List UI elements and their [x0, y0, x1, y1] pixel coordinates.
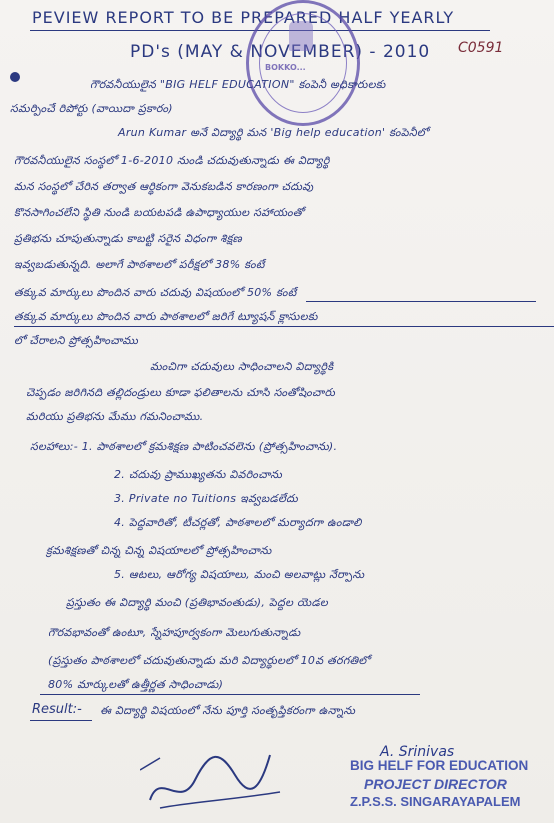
text-line-18: 80% మార్కులతో ఉత్తీర్ణత సాధించాడు)	[48, 678, 224, 691]
text-line-12: మంచిగా చదువులు సాధించాలని విద్యార్థికి	[150, 360, 334, 373]
suggestion-extra: క్రమశిక్షణతో చిన్న చిన్న విషయాలలో ప్రోత్సహించాను	[46, 544, 272, 557]
text-line-16: గౌరవభావంతో ఉంటూ, స్నేహపూర్వకంగా మెలుగుతున్నాడు	[48, 626, 301, 639]
emphasis-underline-3	[40, 694, 420, 695]
text-line-6: కొనసాగించలేని స్థితి నుండి బయటపడి ఉపాధ్యాయుల సహాయంతో	[14, 206, 304, 219]
text-line-17: (ప్రస్తుతం పాఠశాలలో చదువుతున్నాడు మరి విద్యార్థులలో 10వ తరగతిలో	[48, 654, 371, 667]
stamp-location: Z.P.S.S. SINGARAYAPALEM	[350, 794, 521, 809]
bullet-dot	[10, 72, 20, 82]
text-line-14: మరియు ప్రతిభను మేము గమనించాము.	[26, 410, 204, 423]
report-title-line2: PD's (MAY & NOVEMBER) - 2010	[130, 42, 431, 62]
stamp-designation: PROJECT DIRECTOR	[364, 776, 507, 792]
suggestion-item-5: 5. ఆటలు, ఆరోగ్య విషయాలు, మంచి అలవాట్లు నేర్పాను	[114, 568, 365, 581]
text-line-4: గౌరవనీయులైన సంస్థలో 1-6-2010 నుండి చదువుతున్నాడు ఈ విద్యార్థి	[14, 154, 330, 167]
suggestion-item-4: 4. పెద్దవారితో, టీచర్లతో, పాఠశాలలో మర్యాదగా ఉండాలి	[114, 516, 362, 529]
seal-text: BOKKO...	[265, 63, 306, 72]
text-line-5: మన సంస్థలో చేరిన తర్వాత ఆర్థికంగా వెనుకబడిన కారణంగా చదువు	[14, 180, 314, 193]
text-line-13: చెప్పడం జరిగినది తల్లిదండ్రులు కూడా ఫలితాలను చూసి సంతోషించారు	[26, 386, 336, 399]
text-line-1: గౌరవనీయులైన "BIG HELF EDUCATION" కంపెనీ అధికారులకు	[90, 78, 386, 91]
report-title-line1: PEVIEW REPORT TO BE PREPARED HALF YEARLY	[32, 8, 455, 27]
suggestion-item-3: 3. Private no Tuitions ఇవ్వబడలేదు	[114, 492, 298, 505]
text-line-9: తక్కువ మార్కులు పొందిన వారు చదువు విషయంలో 50% కంటే	[14, 286, 297, 299]
emphasis-underline-1	[306, 301, 536, 302]
text-line-8: ఇవ్వబడుతున్నది. అలాగే పాఠశాలలో పరీక్షలో 38% కంటే	[14, 258, 265, 271]
signatory-name: A. Srinivas	[380, 744, 455, 760]
text-line-3: Arun Kumar అనే విద్యార్థి మన 'Big help education' కంపెనీలో	[118, 126, 429, 139]
text-line-15: ప్రస్తుతం ఈ విద్యార్థి మంచి (ప్రతిభావంతుడు), పెద్దల యెడల	[66, 596, 328, 609]
text-line-2: సమర్పించే రిపోర్టు (వాయిదా ప్రకారం)	[10, 102, 173, 115]
result-label: Result:-	[32, 702, 82, 717]
result-text: ఈ విద్యార్థి విషయంలో నేను పూర్తి సంతృప్తికరంగా ఉన్నాను	[100, 704, 356, 717]
handwritten-signature-icon	[140, 730, 290, 820]
suggestion-item-2: 2. చదువు ప్రాముఖ్యతను వివరించాను	[114, 468, 283, 481]
report-code: C0591	[458, 40, 504, 56]
suggestions-heading: సలహాలు:- 1. పాఠశాలలో క్రమశిక్షణ పాటించవలెను (ప్రోత్సహించాను).	[30, 440, 338, 453]
text-line-7: ప్రతిభను చూపుతున్నాడు కాబట్టి సరైన విధంగా శిక్షణ	[14, 232, 243, 245]
text-line-10: తక్కువ మార్కులు పొందిన వారు పాఠశాలలో జరిగే ట్యూషన్ క్లాసులకు	[14, 310, 318, 323]
emphasis-underline-2	[14, 326, 554, 327]
official-seal-icon	[246, 0, 360, 126]
result-underline	[30, 720, 92, 721]
stamp-organization: BIG HELF FOR EDUCATION	[350, 758, 529, 773]
text-line-11: లో చేరాలని ప్రోత్సహించాము	[14, 334, 139, 347]
